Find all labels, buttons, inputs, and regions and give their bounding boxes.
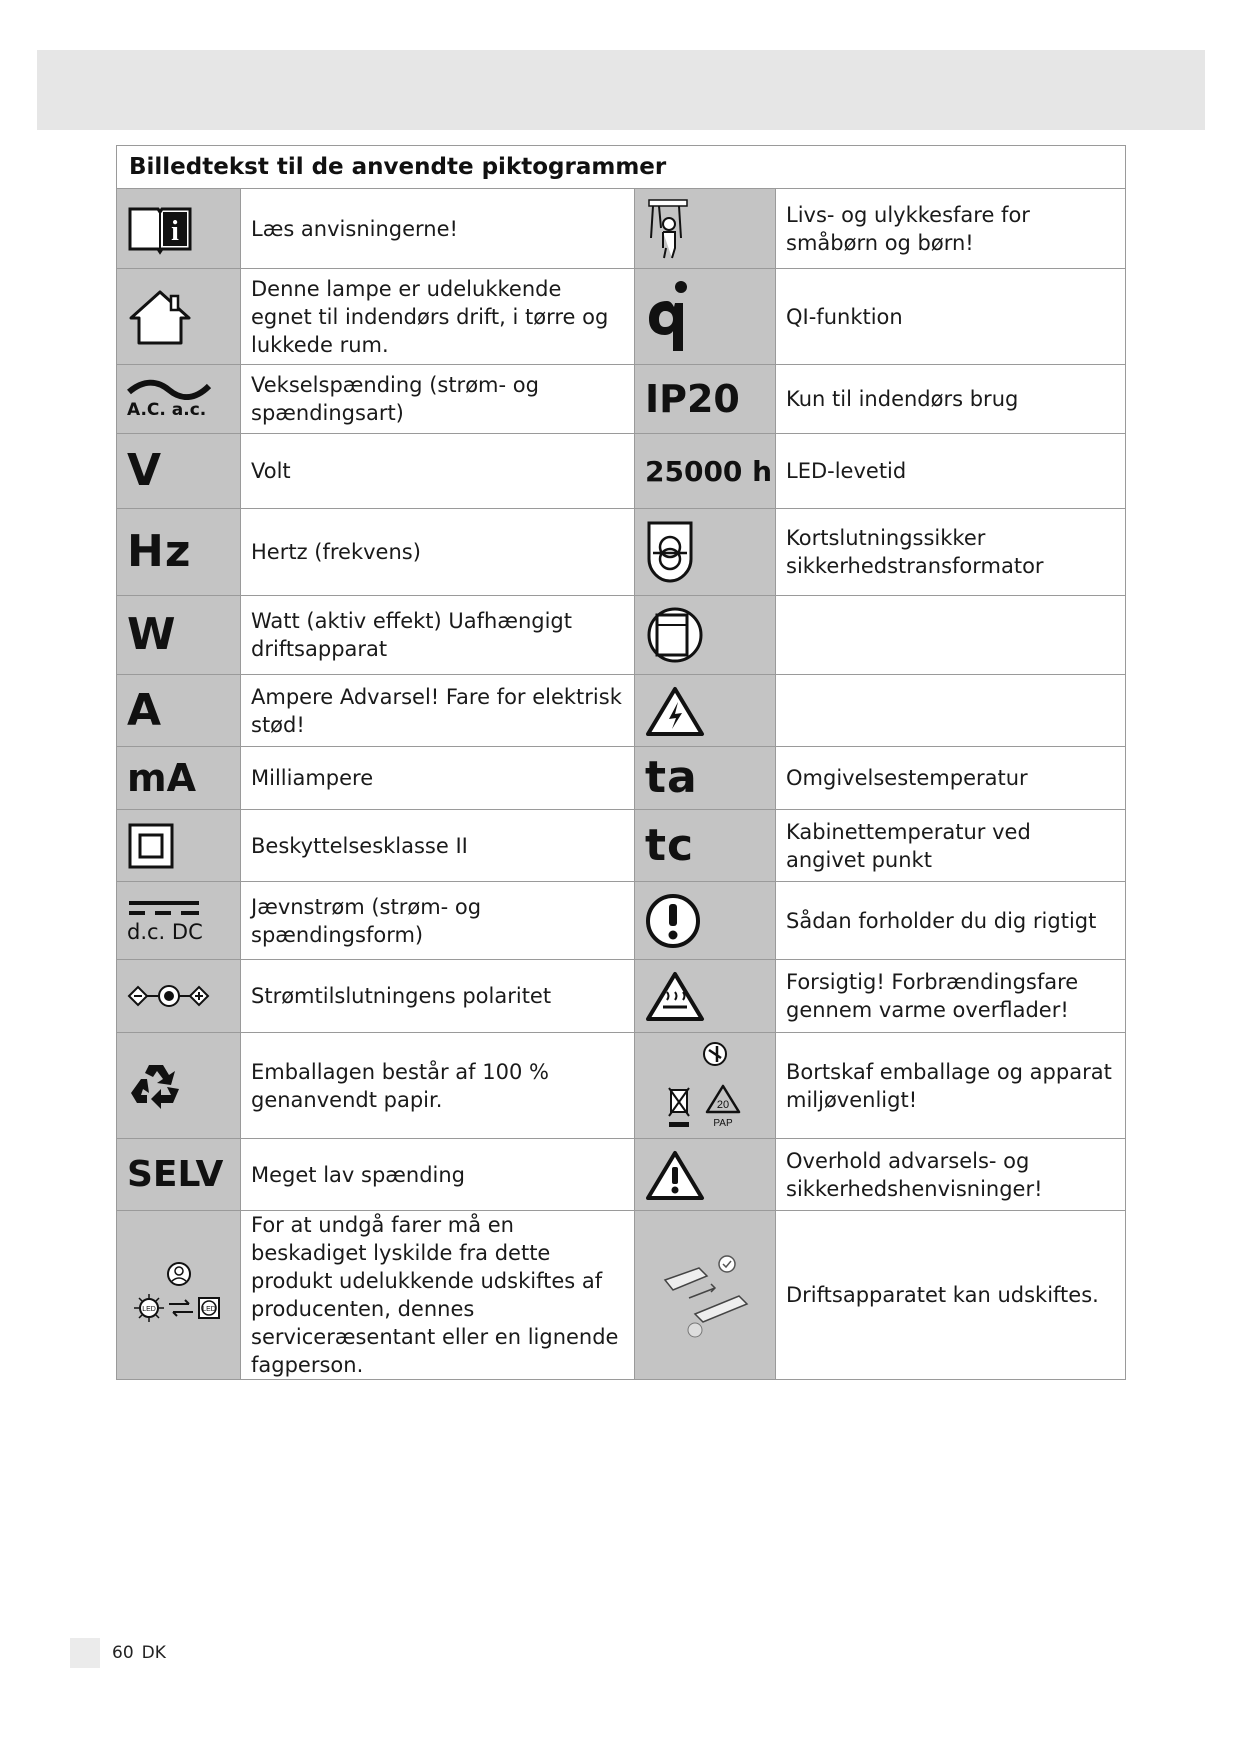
description-cell: Kabinettemperatur ved angivet punkt (776, 810, 1126, 882)
volt-icon (117, 434, 241, 509)
description-cell (776, 675, 1126, 747)
description-cell: Emballagen består af 100 % genanvendt papir. (241, 1033, 635, 1139)
ta-symbol: ta (645, 752, 698, 803)
exclamation-icon (635, 882, 776, 960)
description-cell: Volt (241, 434, 635, 509)
disposal-number: 20 (716, 1098, 730, 1111)
description-cell: Beskyttelsesklasse II (241, 810, 635, 882)
description-cell: Livs- og ulykkesfare for småbørn og børn! (776, 189, 1126, 269)
child-danger-icon (635, 189, 776, 269)
description-cell: Milliampere (241, 747, 635, 810)
footer-marker (70, 1638, 100, 1668)
ac-symbol: A.C. a.c. (127, 400, 207, 420)
description-cell: Forsigtig! Forbrændingsfare gennem varme overflader! (776, 960, 1126, 1033)
ampere-icon (117, 675, 241, 747)
table-row (117, 509, 1126, 596)
header-band (37, 50, 1205, 130)
description-cell: Læs anvisningerne! (241, 189, 635, 269)
description-cell: Omgivelsestemperatur (776, 747, 1126, 810)
description-cell: Bortskaf emballage og apparat miljøvenligt! (776, 1033, 1126, 1139)
warning-icon (635, 1139, 776, 1211)
qi-icon (635, 269, 776, 365)
polarity-icon (117, 960, 241, 1033)
electric-shock-icon (635, 675, 776, 747)
table-title: Billedtekst til de anvendte piktogrammer (117, 146, 1126, 189)
volt-symbol: V (127, 445, 163, 496)
ampere-symbol: A (127, 684, 163, 736)
ac-icon (117, 365, 241, 434)
description-cell: For at undgå farer må en beskadiget lyskilde fra dette produkt udelukkende udskiftes af producenten, dennes serviceræsentant eller en lignende fagperson. (241, 1211, 635, 1380)
table-row (117, 596, 1126, 675)
table-row (117, 1139, 1126, 1211)
svg-text:i: i (171, 215, 179, 247)
description-cell: Watt (aktiv effekt) Uafhængigt driftsapparat (241, 596, 635, 675)
watt-icon (117, 596, 241, 675)
description-cell: LED-levetid (776, 434, 1126, 509)
ip20-symbol: IP20 (645, 377, 740, 421)
title-row (117, 146, 1126, 189)
description-cell: Ampere Advarsel! Fare for elektrisk stød! (241, 675, 635, 747)
table-row (117, 960, 1126, 1033)
replaceable-ballast-icon (635, 1211, 776, 1380)
language-code: DK (141, 1643, 166, 1663)
lifetime-icon (635, 434, 776, 509)
hertz-symbol: Hz (127, 526, 192, 577)
description-cell: Vekselspænding (strøm- og spændingsart) (241, 365, 635, 434)
house-icon (117, 269, 241, 365)
description-cell: Kortslutningssikker sikkerhedstransformator (776, 509, 1126, 596)
table-row (117, 1211, 1126, 1380)
dc-icon (117, 882, 241, 960)
description-cell: Meget lav spænding (241, 1139, 635, 1211)
pictogram-legend-table (116, 145, 1126, 1380)
selv-icon (117, 1139, 241, 1211)
description-cell: Driftsapparatet kan udskiftes. (776, 1211, 1126, 1380)
transformer-icon (635, 509, 776, 596)
table-row (117, 810, 1126, 882)
page-number: 60 (112, 1643, 134, 1663)
hertz-icon (117, 509, 241, 596)
table-row (117, 747, 1126, 810)
hot-surface-icon (635, 960, 776, 1033)
description-cell: Denne lampe er udelukkende egnet til indendørs drift, i tørre og lukkede rum. (241, 269, 635, 365)
description-cell: Overhold advarsels- og sikkerhedshenvisninger! (776, 1139, 1126, 1211)
table-row (117, 365, 1126, 434)
disposal-label: PAP (713, 1117, 733, 1129)
recycle-icon (117, 1033, 241, 1139)
page-footer (70, 1638, 166, 1668)
milliampere-icon (117, 747, 241, 810)
led-replace-icon (117, 1211, 241, 1380)
independent-ballast-icon (635, 596, 776, 675)
lifetime-symbol: 25000 h (645, 454, 773, 488)
description-cell: Sådan forholder du dig rigtigt (776, 882, 1126, 960)
description-cell: QI-funktion (776, 269, 1126, 365)
table-row (117, 434, 1126, 509)
description-cell: Kun til indendørs brug (776, 365, 1126, 434)
ip20-icon (635, 365, 776, 434)
description-cell: Strømtilslutningens polaritet (241, 960, 635, 1033)
led-label-left: LED (141, 1306, 156, 1313)
tc-symbol: tc (645, 819, 695, 871)
book-info-icon (117, 189, 241, 269)
milliampere-symbol: mA (127, 756, 197, 800)
table-row (117, 189, 1126, 269)
table-row (117, 675, 1126, 747)
class-ii-icon (117, 810, 241, 882)
table-row (117, 269, 1126, 365)
tc-icon (635, 810, 776, 882)
description-cell: Jævnstrøm (strøm- og spændingsform) (241, 882, 635, 960)
table-row (117, 882, 1126, 960)
watt-symbol: W (127, 609, 177, 660)
led-label-right: LED (201, 1306, 216, 1313)
table-row (117, 1033, 1126, 1139)
ta-icon (635, 747, 776, 810)
description-cell: Hertz (frekvens) (241, 509, 635, 596)
description-cell (776, 596, 1126, 675)
disposal-icon (635, 1033, 776, 1139)
selv-symbol: SELV (127, 1153, 224, 1195)
dc-symbol: d.c. DC (127, 919, 203, 944)
